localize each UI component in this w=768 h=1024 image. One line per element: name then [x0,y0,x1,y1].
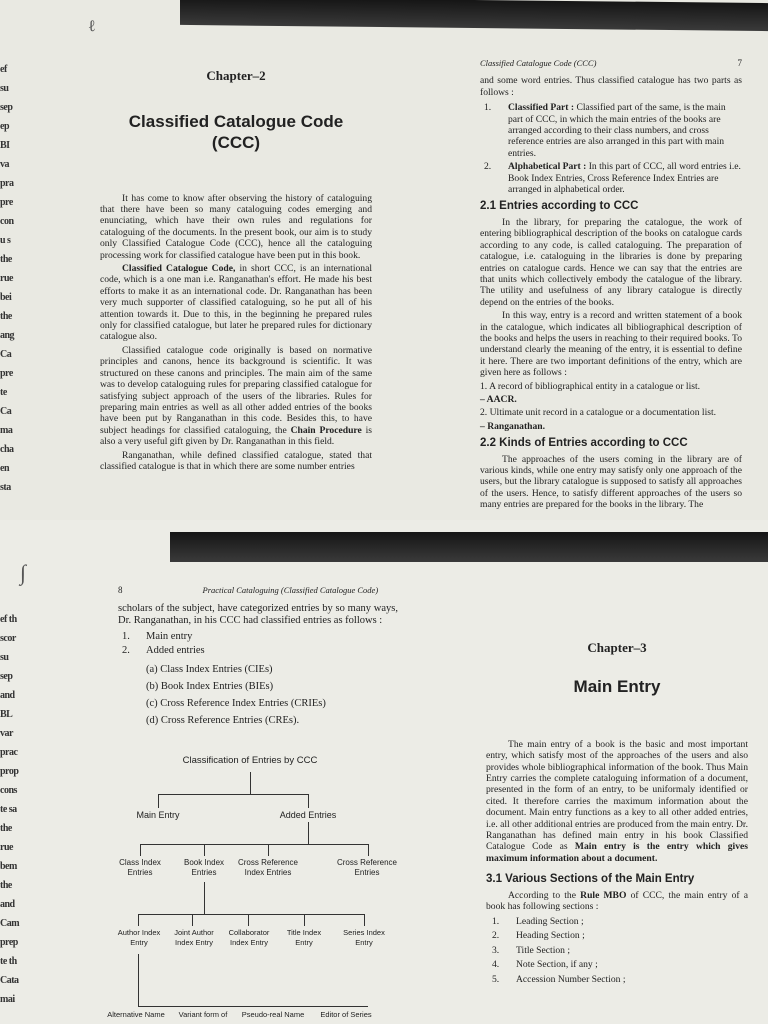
list-text: Main entry [146,630,193,642]
list-item [122,631,398,644]
sub-list-item: (a) Class Index Entries (CIEs) [146,663,273,675]
strip-text: va [0,159,9,170]
strip-text: ma [0,425,13,436]
list-number: 1. [492,915,500,927]
strip-text: pre [0,197,13,208]
strip-text: u s [0,235,11,246]
chapter-title: Main Entry [573,677,661,697]
paragraph-text: of CCC, the main entry of a book has following sections : [486,889,748,913]
connector [250,772,251,794]
connector [268,844,269,856]
strip-text: BI [0,140,10,151]
paragraph: The approaches of the users coming in the library are of various kinds, while one entry may satisfy only one approach of the users, but the library catalogue is supposed to satisfy all approaches of the users. Hence, to satisfy different approaches of the users so many entries are prepared for the books in the library. The [480,453,742,511]
chapter-label: Chapter–2 [206,68,266,83]
paragraph-text: The main entry of a book is the basic and most important entry, which satisfy most of the approaches of the users and also provides whole bibliographical information of the book. Thus Main Entry carries the complete cataloguing information of a document, presented in the form of an entry, to be uniformaly identified or cited. It therefore carries the maximum information about the document. Main entry functions as a key to all other added entries, i.e. all other additional entries are produced from the main entry. Dr. Ranganathan has defined main entry in his book Classified Catalogue Code as [486,738,748,853]
connector [140,844,141,856]
list-number: 4. [492,959,500,970]
strip-text: prep [0,937,18,948]
node-main-entry: Main Entry [136,810,180,820]
paragraph [100,263,372,343]
node-added-entries: Added Entries [279,810,337,820]
strip-text: the [0,254,12,265]
strip-text: the [0,880,12,891]
connector [304,914,305,926]
bold-term: Classified Part : [508,102,575,114]
paragraph [100,345,372,448]
paragraph [486,739,748,864]
section-heading: 3.1 Various Sections of the Main Entry [486,873,695,886]
list-text: Note Section, if any ; [516,959,598,970]
connector [192,914,193,926]
strip-text: rue [0,842,13,853]
connector [308,822,309,844]
chapter-title-line: Classified Catalogue Code [128,111,344,131]
strip-text: ef th [0,614,17,625]
strip-text: te sa [0,804,17,815]
node-cross-ref-index: Cross Reference Index Entries [237,858,299,877]
list-text: Heading Section ; [516,930,585,941]
strip-text: sep [0,102,13,113]
chapter-title [100,111,372,153]
list-item [484,102,742,159]
paragraph [486,890,748,913]
node-editor-of-series: Editor of Series [320,1010,372,1019]
strip-text: te [0,387,7,398]
strip-text: and [0,690,15,701]
strip-text: en [0,463,9,474]
parts-list [484,102,742,195]
bottom-page-shadow [170,532,768,562]
paragraph-text: in short CCC, is an international code, which is a one man i.e. Ranganathan's effort. He made his best efforts to make it as an international code. Dr. Ranganathan has been very much supporter of classified cataloguing, so he put all of his attention towards it. Due to this, in the beginning he prepared rules only for classified catalogue, but later he prepared rules for dictionary catalogue also. [100,263,372,343]
bold-term: Main entry is the entry which gives maximum information about a document. [486,841,748,864]
strip-text: pra [0,178,14,189]
bottom-left-cut-page [0,610,62,1024]
list-text: Added entries [146,645,205,657]
section-heading: 2.2 Kinds of Entries according to CCC [480,437,688,450]
paragraph: Ranganathan, while defined classified catalogue, stated that classified catalogue is that in which there are some number entries [100,449,372,472]
connector [138,1006,368,1007]
list-text [508,102,742,159]
strip-text: bei [0,292,12,303]
bold-term: Alphabetical Part : [508,161,587,173]
entries-list [122,631,398,658]
chapter-label: Chapter–3 [587,640,647,655]
strip-text: sta [0,482,11,493]
strip-text: scor [0,633,16,644]
node-pseudo-real-name: Pseudo-real Name [241,1010,305,1019]
node-cross-ref: Cross Reference Entries [336,858,398,877]
connector [158,794,159,808]
entries-tree-diagram [107,752,400,1024]
strip-text: BL [0,709,13,720]
paragraph-text: According to the [508,889,581,901]
strip-text: sep [0,671,13,682]
definition: 1. A record of bibliographical entity in a catalogue or list. [480,380,701,392]
node-variant-form: Variant form of [178,1010,228,1019]
strip-text: te th [0,956,17,967]
strip-text: rue [0,273,13,284]
connector [308,794,309,808]
strip-text: var [0,728,13,739]
bold-term: Chain Procedure [290,424,362,436]
strip-text: prop [0,766,19,777]
running-head: Practical Cataloguing (Classified Catalogue Code) [202,585,379,595]
definition-source: – Ranganathan. [480,420,546,432]
page-8 [118,584,398,729]
list-text: Leading Section ; [516,915,584,927]
strip-text: ef [0,64,7,75]
strip-text: mai [0,994,15,1005]
page-chapter-3-opening [486,642,748,988]
strip-text: Cata [0,975,19,986]
strip-text: ep [0,121,9,132]
connector [138,954,139,1006]
paragraph: scholars of the subject, have categorized entries by so many ways, Dr. Ranganathan, in his CCC had classified entries as follows : [118,602,398,627]
connector [140,844,368,845]
strip-text: ang [0,330,15,341]
strip-text: the [0,823,12,834]
section-heading: 2.1 Entries according to CCC [480,200,639,213]
strip-text: con [0,216,14,227]
node-alternative-name: Alternative Name [107,1010,165,1019]
pen-mark: ∫ [20,560,27,585]
strip-text: cha [0,444,14,455]
list-number: 2. [122,645,130,657]
strip-text: Ca [0,349,12,360]
node-collaborator-index: Collaborator Index Entry [228,928,270,947]
connector [364,914,365,926]
pen-mark: ℓ [88,18,96,35]
node-class-index: Class Index Entries [119,858,161,877]
page-number: 8 [118,585,123,595]
definition-source: – AACR. [480,393,517,405]
list-item [122,645,398,658]
bold-term: Classified Catalogue Code, [122,263,236,275]
chapter-title-line: (CCC) [211,132,261,152]
running-head: Classified Catalogue Code (CCC) [480,58,597,68]
bottom-book-spread [0,520,768,1024]
connector [138,914,364,915]
page-number: 7 [737,58,742,68]
diagram-title: Classification of Entries by CCC [182,755,318,766]
page-7 [480,58,742,513]
sections-list [492,916,748,987]
node-joint-author-index: Joint Author Index Entry [174,928,214,947]
list-number: 1. [122,630,130,642]
paragraph-text: Classified catalogue code originally is based on normative principles and canons, hence its background is scientific. It was structured on these canons and principles. The main aim of the same was to develop cataloguing rules for preparing classified catalogue for satisfying subject approach of the users of the libraries. Rules for preparing main entries as well as all other added entries of the books have been put by Ranganathan in this code. Besides this, to have subject headings for classified cataloguing, the [100,344,372,436]
bold-term: Rule MBO [580,889,627,901]
connector [368,844,369,856]
sub-list-item: (b) Book Index Entries (BIEs) [146,680,274,692]
list-number: 1. [484,102,492,114]
strip-text: bem [0,861,17,872]
node-author-index: Author Index Entry [117,928,161,947]
sub-list-item: (d) Cross Reference Entries (CREs). [146,714,300,726]
strip-text: su [0,83,9,94]
list-number: 2. [492,930,500,941]
list-number: 3. [492,944,500,956]
top-left-cut-page [0,60,62,520]
paragraph: It has come to know after observing the history of cataloguing that there have been so many cataloguing codes emerging and enunciating, which have their own rules and regulations for cataloguing of the documents. In the present book, our aim is to study only Classified Catalogue Code (CCC), hence all the cataloguing processing work for classified catalogue have been put in this book. [100,192,372,261]
list-number: 2. [484,161,492,173]
strip-text: Ca [0,406,12,417]
page-chapter-2-opening [100,70,372,474]
list-item [492,916,748,929]
sub-list [146,661,398,729]
list-text: Classified part of the same, is the main part of CCC, in which the main entries of the books are arranged according to their class numbers, and cross reference entries are also arranged in this part with main entries. [508,102,726,159]
connector [204,882,205,914]
list-item [484,161,742,195]
strip-text: prac [0,747,18,758]
top-page-shadow [180,0,768,31]
node-series-index: Series Index Entry [343,928,385,947]
connector [204,844,205,856]
list-number: 5. [492,973,500,985]
node-title-index: Title Index Entry [286,928,322,947]
list-text [508,161,742,195]
list-item [492,945,748,958]
list-item [492,974,748,987]
strip-text: the [0,311,12,322]
strip-text: pre [0,368,13,379]
definition: 2. Ultimate unit record in a catalogue or a documentation list. [480,407,717,419]
paragraph: and some word entries. Thus classified catalogue has two parts as follows : [480,75,742,98]
paragraph: In this way, entry is a record and written statement of a book in the catalogue, which indicates all bibliographical description of the books and helps the users in reaching to their required books. To understand clearly the meaning of the entry, it is essential to define it here. There are two important definitions of the entry, which are given here as follows : [480,310,742,379]
strip-text: su [0,652,9,663]
list-item [492,930,748,943]
connector [248,914,249,926]
paragraph: In the library, for preparing the catalogue, the work of entering bibliographical description of the books on catalogue cards according to any code, is called cataloguing. The preparation of catalogue, i.e. cataloguing in the libraries is done by preparing entries on catalogue cards. Hence we can say that the entries are that units which collectively embody the catalogue of the library. The utility and usefulness of any library catalogue is directly depend on the entries of the books. [480,216,742,308]
list-item [492,959,748,972]
node-book-index: Book Index Entries [183,858,225,877]
list-text: In this part of CCC, all word entries i.e. Book Index Entries, Cross Reference Index Entries are arranged in alphabetical order. [508,161,741,196]
paragraph-text: is also a very useful gift given by Dr. Ranganathan in this field. [100,424,372,448]
sub-list-item: (c) Cross Reference Index Entries (CRIEs) [146,697,326,709]
strip-text: cons [0,785,17,796]
strip-text: and [0,899,15,910]
list-text: Title Section ; [516,944,571,956]
connector [158,794,308,795]
strip-text: Cam [0,918,20,929]
connector [138,914,139,926]
list-text: Accession Number Section ; [516,973,626,985]
